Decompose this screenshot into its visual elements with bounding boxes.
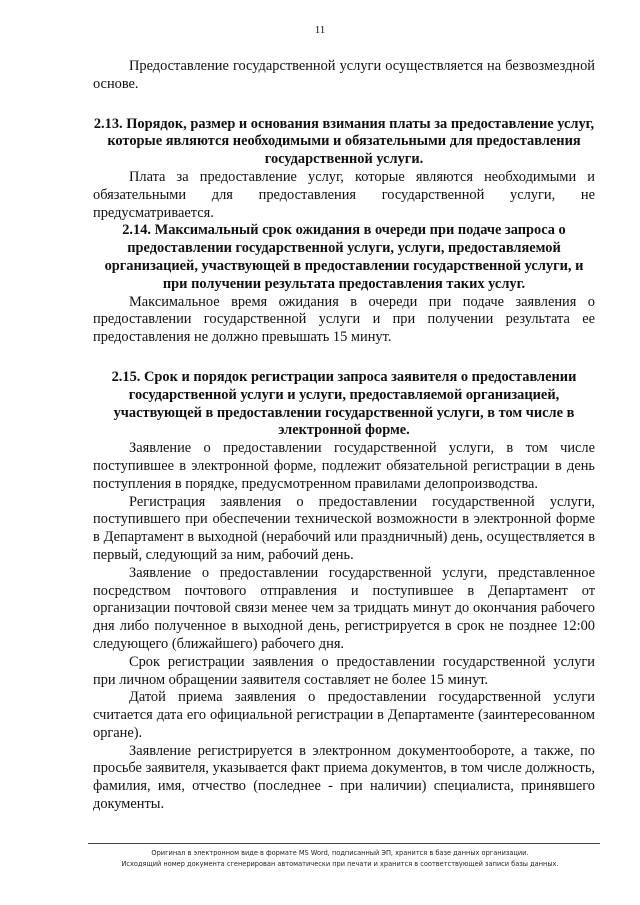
spacer	[93, 94, 595, 116]
footer-divider	[88, 843, 600, 844]
paragraph: Максимальное время ожидания в очереди при подаче заявления о предоставлении государственной услуги и при получении результата ее предоставления не должно превышать 15 минут.	[93, 293, 595, 346]
spacer	[93, 347, 595, 369]
paragraph: Регистрация заявления о предоставлении государственной услуги, поступившего при обеспечении технической возможности в электронной форме в Департамент в выходной (нерабочий или праздничный) день, осуществляется в первый, следующий за ним, рабочий день.	[93, 493, 595, 563]
footer-line-number: Исходящий номер документа сгенерирован автоматически при печати и хранится в соответствующей записи базы данных.	[121, 860, 559, 868]
paragraph: Датой приема заявления о предоставлении государственной услуги считается дата его официальной регистрации в Департаменте (заинтересованном органе).	[93, 689, 595, 741]
section-heading: 2.13. Порядок, размер и основания взимания платы за предоставление услуг, которые являются необходимыми и обязательными для предоставления государственной услуги.	[93, 115, 595, 168]
footer-line-original: Оригинал в электронном виде в формате MS Word, подписанный ЭП, хранится в базе данных организации.	[151, 849, 529, 857]
section-heading: 2.14. Максимальный срок ожидания в очереди при подаче запроса о предоставлении государственной услуги, услуги, предоставляемой организацией, участвующей в предоставлении государственной услуги, и при получении результата предоставления таких услуг.	[104, 222, 584, 292]
paragraph: Срок регистрации заявления о предоставлении государственной услуги при личном обращении заявителя составляет не более 15 минут.	[93, 653, 595, 688]
page-number: 11	[314, 24, 326, 36]
section-heading: 2.15. Срок и порядок регистрации запроса заявителя о предоставлении государственной услуги и услуги, предоставляемой организацией, участвующей в предоставлении государственной услуги, в том числе в электронной форме.	[111, 368, 577, 439]
paragraph: Предоставление государственной услуги осуществляется на безвозмездной основе.	[93, 58, 595, 92]
document-body	[93, 58, 595, 814]
document-footer	[70, 848, 610, 870]
paragraph: Заявление о предоставлении государственной услуги, в том числе поступившее в электронной форме, подлежит обязательной регистрации в день поступления в порядке, предусмотренном правилами делопроизводства.	[93, 440, 595, 492]
paragraph: Плата за предоставление услуг, которые являются необходимыми и обязательными для предоставления государственной услуги, не предусматривается.	[93, 168, 595, 221]
paragraph: Заявление о предоставлении государственной услуги, представленное посредством почтового отправления и поступившее в Департамент от организации почтовой связи менее чем за тридцать минут до окончания рабочего дня либо полученное в выходной день, регистрируется в срок не позднее 12:00 следующего (ближайшего) рабочего дня.	[93, 564, 595, 652]
paragraph: Заявление регистрируется в электронном документообороте, а также, по просьбе заявителя, указывается факт приема документов, в том числе должность, фамилия, имя, отчество (последнее - при наличии) специалиста, принявшего документы.	[93, 742, 595, 813]
